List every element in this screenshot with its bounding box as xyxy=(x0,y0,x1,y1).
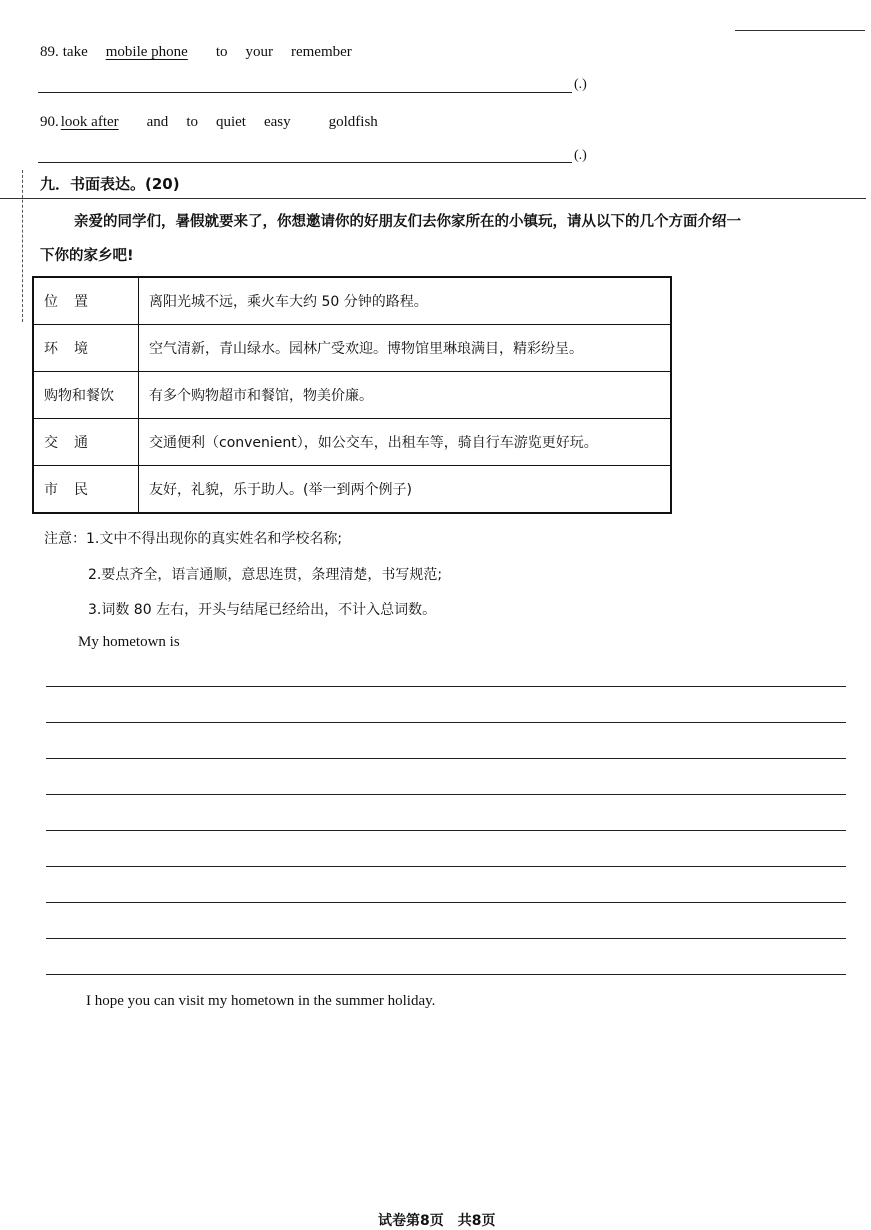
answer-paren-89: (.) xyxy=(574,77,587,92)
writing-line[interactable] xyxy=(46,938,846,939)
row-key: 购物和餐饮 xyxy=(33,372,139,419)
note-2: 2.要点齐全，语言通顺，意思连贯，条理清楚，书写规范; xyxy=(88,567,443,583)
row-key: 位 置 xyxy=(33,277,139,325)
notes-1 xyxy=(44,528,342,548)
page-edge-mark xyxy=(735,30,865,31)
writing-line[interactable] xyxy=(46,686,846,687)
writing-line[interactable] xyxy=(46,758,846,759)
intro-line-2: 下你的家乡吧! xyxy=(40,248,134,264)
table-row xyxy=(33,277,671,325)
binding-margin-line xyxy=(22,170,23,322)
table-row xyxy=(33,419,671,466)
row-key: 交 通 xyxy=(33,419,139,466)
intro-line-1: 亲爱的同学们，暑假就要来了，你想邀请你的好朋友们去你家所在的小镇玩，请从以下的几个方面介绍一 xyxy=(74,214,741,230)
notes-label: 注意： xyxy=(44,531,86,547)
table-row xyxy=(33,372,671,419)
question-89 xyxy=(40,44,370,61)
writing-line[interactable] xyxy=(46,974,846,975)
row-key: 市 民 xyxy=(33,466,139,514)
question-number: 90. xyxy=(40,114,59,130)
table-row xyxy=(33,325,671,372)
note-3: 3.词数 80 左右，开头与结尾已经给出，不计入总词数。 xyxy=(88,602,437,618)
word: easy xyxy=(263,114,291,130)
row-value: 有多个购物超市和餐馆，物美价廉。 xyxy=(139,372,672,419)
writing-line[interactable] xyxy=(46,902,846,903)
answer-line-90[interactable] xyxy=(38,162,572,163)
essay-opening: My hometown is xyxy=(78,634,180,650)
essay-closing: I hope you can visit my hometown in the summer holiday. xyxy=(86,993,436,1009)
writing-line[interactable] xyxy=(46,794,846,795)
word: goldfish xyxy=(328,114,378,130)
writing-line[interactable] xyxy=(46,830,846,831)
word: quiet xyxy=(215,114,246,130)
row-key: 环 境 xyxy=(33,325,139,372)
answer-line-89[interactable] xyxy=(38,92,572,93)
writing-line[interactable] xyxy=(46,722,846,723)
underlined-word: mobile phone xyxy=(105,44,188,60)
row-value: 友好，礼貌，乐于助人。(举一到两个例子) xyxy=(139,466,672,514)
word: and xyxy=(146,114,169,130)
table-row xyxy=(33,466,671,514)
page-footer: 试卷第8页 共8页 xyxy=(378,1213,496,1229)
row-value: 离阳光城不远，乘火车大约 50 分钟的路程。 xyxy=(139,277,672,325)
word: remember xyxy=(290,44,352,60)
word: your xyxy=(245,44,273,60)
row-value: 交通便利（convenient），如公交车，出租车等，骑自行车游览更好玩。 xyxy=(139,419,672,466)
row-value: 空气清新，青山绿水。园林广受欢迎。博物馆里琳琅满目，精彩纷呈。 xyxy=(139,325,672,372)
word: take xyxy=(62,44,88,60)
hometown-info-table xyxy=(32,276,672,514)
note-text: 1.文中不得出现你的真实姓名和学校名称; xyxy=(86,531,343,547)
question-90 xyxy=(40,114,396,131)
section-title: 九．书面表达。(20) xyxy=(40,175,180,193)
underlined-word: look after xyxy=(60,114,119,130)
section-divider xyxy=(0,198,866,199)
word: to xyxy=(186,114,198,130)
writing-line[interactable] xyxy=(46,866,846,867)
question-number: 89. xyxy=(40,44,59,60)
answer-paren-90: (.) xyxy=(574,148,587,163)
word: to xyxy=(215,44,228,60)
